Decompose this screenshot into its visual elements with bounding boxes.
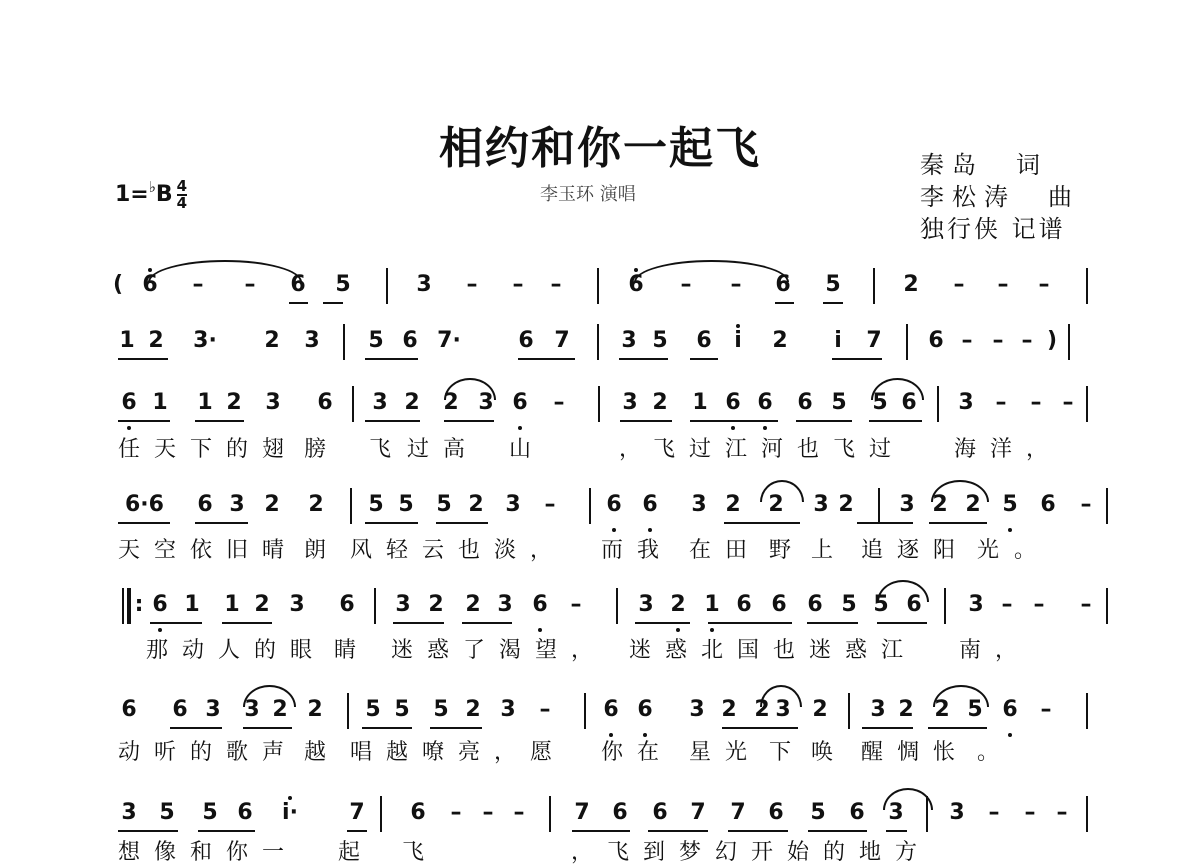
note: 3: [304, 328, 320, 353]
dash-extension: –: [1038, 272, 1050, 297]
key-signature: [115, 178, 187, 211]
beam-underline: [690, 358, 718, 360]
beam-underline: [347, 830, 367, 832]
beam-underline: [724, 522, 800, 524]
octave-dot-below: [538, 628, 542, 632]
note: 3: [205, 697, 221, 722]
note: 1: [197, 390, 213, 415]
beam-underline: [823, 302, 843, 304]
beam-underline: [857, 522, 913, 524]
note: 6: [142, 272, 158, 297]
beam-underline: [195, 522, 248, 524]
dash-extension: –: [244, 272, 256, 297]
note: 2: [465, 592, 481, 617]
note: 7: [554, 328, 570, 353]
octave-dot-below: [127, 426, 131, 430]
note: 5: [159, 800, 175, 825]
beam-underline: [289, 302, 308, 304]
note: 6: [532, 592, 548, 617]
beam-underline: [796, 420, 852, 422]
notation-system: [0, 390, 1200, 415]
barline: [848, 693, 850, 729]
note: 7: [574, 800, 590, 825]
note: 3: [121, 800, 137, 825]
note: 6: [237, 800, 253, 825]
note: 6: [642, 492, 658, 517]
note: 7: [690, 800, 706, 825]
beam-underline: [929, 522, 987, 524]
note: 6: [152, 592, 168, 617]
note: 3: [500, 697, 516, 722]
note: 5: [652, 328, 668, 353]
note: 5: [967, 697, 983, 722]
dash-extension: –: [450, 800, 462, 825]
note: 2: [670, 592, 686, 617]
notation-system: [0, 272, 1200, 297]
note: 1: [224, 592, 240, 617]
note: 2: [725, 492, 741, 517]
beam-underline: [118, 830, 178, 832]
note: 3: [395, 592, 411, 617]
note: 1: [704, 592, 720, 617]
beam-underline: [150, 622, 202, 624]
note: 3: [289, 592, 305, 617]
time-numerator: 4: [176, 177, 188, 195]
repeat-start-barline: [122, 588, 124, 624]
note: 2: [308, 492, 324, 517]
note: 6: [197, 492, 213, 517]
note: 6: [172, 697, 188, 722]
barline: [944, 588, 946, 624]
note: 5: [825, 272, 841, 297]
note: 2: [272, 697, 288, 722]
beam-underline: [862, 727, 913, 729]
barline: [597, 324, 599, 360]
octave-dot-below: [710, 628, 714, 632]
dash-extension: –: [1040, 697, 1052, 722]
note: 6: [121, 390, 137, 415]
note: 6: [603, 697, 619, 722]
dash-extension: –: [550, 272, 562, 297]
dash-extension: –: [992, 328, 1004, 353]
note: 5: [436, 492, 452, 517]
note: 1: [184, 592, 200, 617]
octave-dot-below: [676, 628, 680, 632]
note: 7: [866, 328, 882, 353]
note: 2: [264, 328, 280, 353]
dash-extension: –: [570, 592, 582, 617]
beam-underline: [436, 522, 488, 524]
dash-extension: –: [539, 697, 551, 722]
dash-extension: –: [544, 492, 556, 517]
note: 3: [870, 697, 886, 722]
note: 2: [226, 390, 242, 415]
note: 3: [689, 697, 705, 722]
note: 5: [394, 697, 410, 722]
time-denominator: 4: [176, 194, 188, 212]
note: 2: [838, 492, 854, 517]
note: 6: [512, 390, 528, 415]
beam-underline: [170, 727, 222, 729]
barline: [1068, 324, 1070, 360]
composer-credit: 李松涛 曲: [920, 183, 1080, 211]
barline: [374, 588, 376, 624]
octave-dot-below: [518, 426, 522, 430]
note: 3: [229, 492, 245, 517]
barline: [343, 324, 345, 360]
beam-underline: [728, 830, 788, 832]
note: 6: [696, 328, 712, 353]
dash-extension: –: [995, 390, 1007, 415]
note: 2: [903, 272, 919, 297]
barline: [1086, 796, 1088, 832]
dash-extension: –: [1024, 800, 1036, 825]
beam-underline: [462, 622, 512, 624]
beam-underline: [362, 727, 412, 729]
barline: [589, 488, 591, 524]
note: 3: [265, 390, 281, 415]
note: 6: [606, 492, 622, 517]
dash-extension: –: [1033, 592, 1045, 617]
barline: [937, 386, 939, 422]
note: 2: [768, 492, 784, 517]
note: 3·: [193, 328, 217, 353]
note: 6: [797, 390, 813, 415]
note: 6: [317, 390, 333, 415]
octave-dot-below: [731, 426, 735, 430]
tie-arc: [933, 685, 989, 707]
beam-underline: [572, 830, 630, 832]
note: 3: [505, 492, 521, 517]
tie-arc: [760, 685, 802, 707]
notation-system: [0, 328, 1200, 353]
key-note: B: [155, 182, 173, 207]
octave-dot-below: [648, 528, 652, 532]
lyricist-credit: 秦岛 词: [920, 151, 1048, 179]
beam-underline: [198, 830, 255, 832]
tie-arc: [243, 685, 296, 707]
octave-dot-below: [1008, 733, 1012, 737]
beam-underline: [195, 420, 244, 422]
note: 3: [691, 492, 707, 517]
beam-underline: [365, 358, 418, 360]
barline: [878, 488, 880, 524]
tie-arc: [883, 788, 933, 810]
octave-dot-above: [288, 796, 292, 800]
note: 2: [443, 390, 459, 415]
beam-underline: [518, 358, 575, 360]
note: 5: [872, 390, 888, 415]
note: 3: [958, 390, 974, 415]
note: 3: [497, 592, 513, 617]
note: 6: [1002, 697, 1018, 722]
note: 5: [398, 492, 414, 517]
note: 5: [365, 697, 381, 722]
note: 6: [637, 697, 653, 722]
tie-arc: [931, 480, 989, 502]
beam-underline: [118, 522, 170, 524]
beam-underline: [886, 830, 907, 832]
barline: [352, 386, 354, 422]
note: 6: [771, 592, 787, 617]
tie-arc: [634, 260, 789, 282]
barline: [1106, 588, 1108, 624]
dash-extension: –: [680, 272, 692, 297]
tie-arc: [444, 378, 496, 400]
note: 5: [202, 800, 218, 825]
beam-underline: [118, 358, 168, 360]
note: 6: [290, 272, 306, 297]
beam-underline: [877, 622, 927, 624]
beam-underline: [775, 302, 794, 304]
note: 1: [119, 328, 135, 353]
dash-extension: –: [1080, 492, 1092, 517]
barline: [616, 588, 618, 624]
note: 3: [621, 328, 637, 353]
note: 7·: [437, 328, 461, 353]
dash-extension: –: [1056, 800, 1068, 825]
flat-icon: ♭: [148, 178, 156, 196]
dash-extension: –: [1001, 592, 1013, 617]
barline: [1086, 268, 1088, 304]
barline: [549, 796, 551, 832]
note: 6: [121, 697, 137, 722]
beam-underline: [648, 830, 708, 832]
note: 6: [339, 592, 355, 617]
beam-underline: [620, 420, 672, 422]
note: 3: [899, 492, 915, 517]
barline: [597, 268, 599, 304]
octave-dot-below: [763, 426, 767, 430]
note: 2: [934, 697, 950, 722]
note: 6: [906, 592, 922, 617]
octave-dot-below: [158, 628, 162, 632]
beam-underline: [222, 622, 272, 624]
note: 3: [949, 800, 965, 825]
barline: [906, 324, 908, 360]
note: 6: [612, 800, 628, 825]
dash-extension: –: [953, 272, 965, 297]
note: 2: [772, 328, 788, 353]
beam-underline: [869, 420, 922, 422]
beam-underline: [808, 830, 867, 832]
octave-dot-below: [612, 528, 616, 532]
beam-underline: [243, 727, 292, 729]
key-prefix: 1=: [115, 182, 149, 207]
paren-close: ): [1046, 328, 1058, 353]
note: 6·6: [125, 492, 164, 517]
beam-underline: [619, 358, 668, 360]
dash-extension: –: [1062, 390, 1074, 415]
note: 1: [692, 390, 708, 415]
note: 3: [244, 697, 260, 722]
note: 6: [628, 272, 644, 297]
beam-underline: [430, 727, 482, 729]
note: 5: [841, 592, 857, 617]
dash-extension: –: [997, 272, 1009, 297]
note: 6: [807, 592, 823, 617]
note: 2: [932, 492, 948, 517]
note: 2: [264, 492, 280, 517]
beam-underline: [708, 622, 792, 624]
note: 6: [757, 390, 773, 415]
barline: [873, 268, 875, 304]
time-signature: [177, 179, 187, 211]
beam-underline: [444, 420, 494, 422]
note: 6: [652, 800, 668, 825]
tie-arc: [871, 378, 924, 400]
note: 2: [812, 697, 828, 722]
note: 3: [813, 492, 829, 517]
repeat-colon: :: [134, 592, 144, 617]
barline: [380, 796, 382, 832]
barline: [350, 488, 352, 524]
note: 2: [468, 492, 484, 517]
note: 6: [736, 592, 752, 617]
dash-extension: –: [482, 800, 494, 825]
note: 2: [754, 697, 770, 722]
octave-dot-below: [1008, 528, 1012, 532]
beam-underline: [635, 622, 690, 624]
note: 5: [335, 272, 351, 297]
note: 3: [372, 390, 388, 415]
notation-system: [0, 592, 1200, 617]
paren-open: (: [112, 272, 124, 297]
notation-system: [0, 697, 1200, 722]
note: 5: [1002, 492, 1018, 517]
beam-underline: [365, 420, 420, 422]
dash-extension: –: [988, 800, 1000, 825]
note: 2: [428, 592, 444, 617]
note: 1: [152, 390, 168, 415]
note: 7: [349, 800, 365, 825]
note: 5: [831, 390, 847, 415]
tie-arc: [760, 480, 804, 502]
note: 2: [652, 390, 668, 415]
beam-underline: [690, 420, 778, 422]
octave-dot-above: [634, 268, 638, 272]
transcriber-credit: 独行侠 记谱: [920, 215, 1066, 243]
note: 6: [768, 800, 784, 825]
note: 5: [433, 697, 449, 722]
note: 3: [888, 800, 904, 825]
note: 2: [721, 697, 737, 722]
dash-extension: –: [512, 272, 524, 297]
barline: [584, 693, 586, 729]
note: 6: [1040, 492, 1056, 517]
beam-underline: [832, 358, 882, 360]
barline: [386, 268, 388, 304]
note: 6: [928, 328, 944, 353]
note: 3: [968, 592, 984, 617]
dash-extension: –: [1080, 592, 1092, 617]
notation-system: [0, 800, 1200, 825]
note: 3: [638, 592, 654, 617]
beam-underline: [928, 727, 987, 729]
note: 3: [622, 390, 638, 415]
dash-extension: –: [730, 272, 742, 297]
note: 6: [901, 390, 917, 415]
note: 6: [410, 800, 426, 825]
note: 5: [873, 592, 889, 617]
note: 6: [725, 390, 741, 415]
notation-system: [0, 492, 1200, 517]
beam-underline: [365, 522, 418, 524]
dash-extension: –: [553, 390, 565, 415]
note: 6: [775, 272, 791, 297]
note: 2: [148, 328, 164, 353]
note: 3: [775, 697, 791, 722]
note: 2: [254, 592, 270, 617]
beam-underline: [722, 727, 798, 729]
tie-arc: [877, 580, 929, 602]
barline: [1086, 386, 1088, 422]
note: 5: [368, 492, 384, 517]
note: 2: [465, 697, 481, 722]
beam-underline: [807, 622, 858, 624]
note: i: [734, 328, 742, 353]
barline: [598, 386, 600, 422]
barline: [1086, 693, 1088, 729]
song-title: 相约和你一起飞: [439, 123, 761, 174]
note: 2: [965, 492, 981, 517]
dash-extension: –: [192, 272, 204, 297]
beam-underline: [323, 302, 343, 304]
note: 3: [416, 272, 432, 297]
octave-dot-above: [148, 268, 152, 272]
tie-arc: [148, 260, 302, 282]
note: 6: [402, 328, 418, 353]
barline: [347, 693, 349, 729]
beam-underline: [393, 622, 444, 624]
dash-extension: –: [1030, 390, 1042, 415]
dash-extension: –: [513, 800, 525, 825]
note: 7: [730, 800, 746, 825]
dash-extension: –: [466, 272, 478, 297]
note: 5: [810, 800, 826, 825]
note: 6: [518, 328, 534, 353]
performer-credit: 李玉环 演唱: [540, 184, 636, 205]
note: i: [834, 328, 842, 353]
octave-dot-above: [736, 324, 740, 328]
barline: [1106, 488, 1108, 524]
note: 2: [307, 697, 323, 722]
note: 2: [404, 390, 420, 415]
note: 5: [368, 328, 384, 353]
dash-extension: –: [1021, 328, 1033, 353]
note: i·: [282, 800, 298, 825]
dash-extension: –: [961, 328, 973, 353]
beam-underline: [118, 420, 170, 422]
note: 6: [849, 800, 865, 825]
note: 3: [478, 390, 494, 415]
note: 2: [898, 697, 914, 722]
